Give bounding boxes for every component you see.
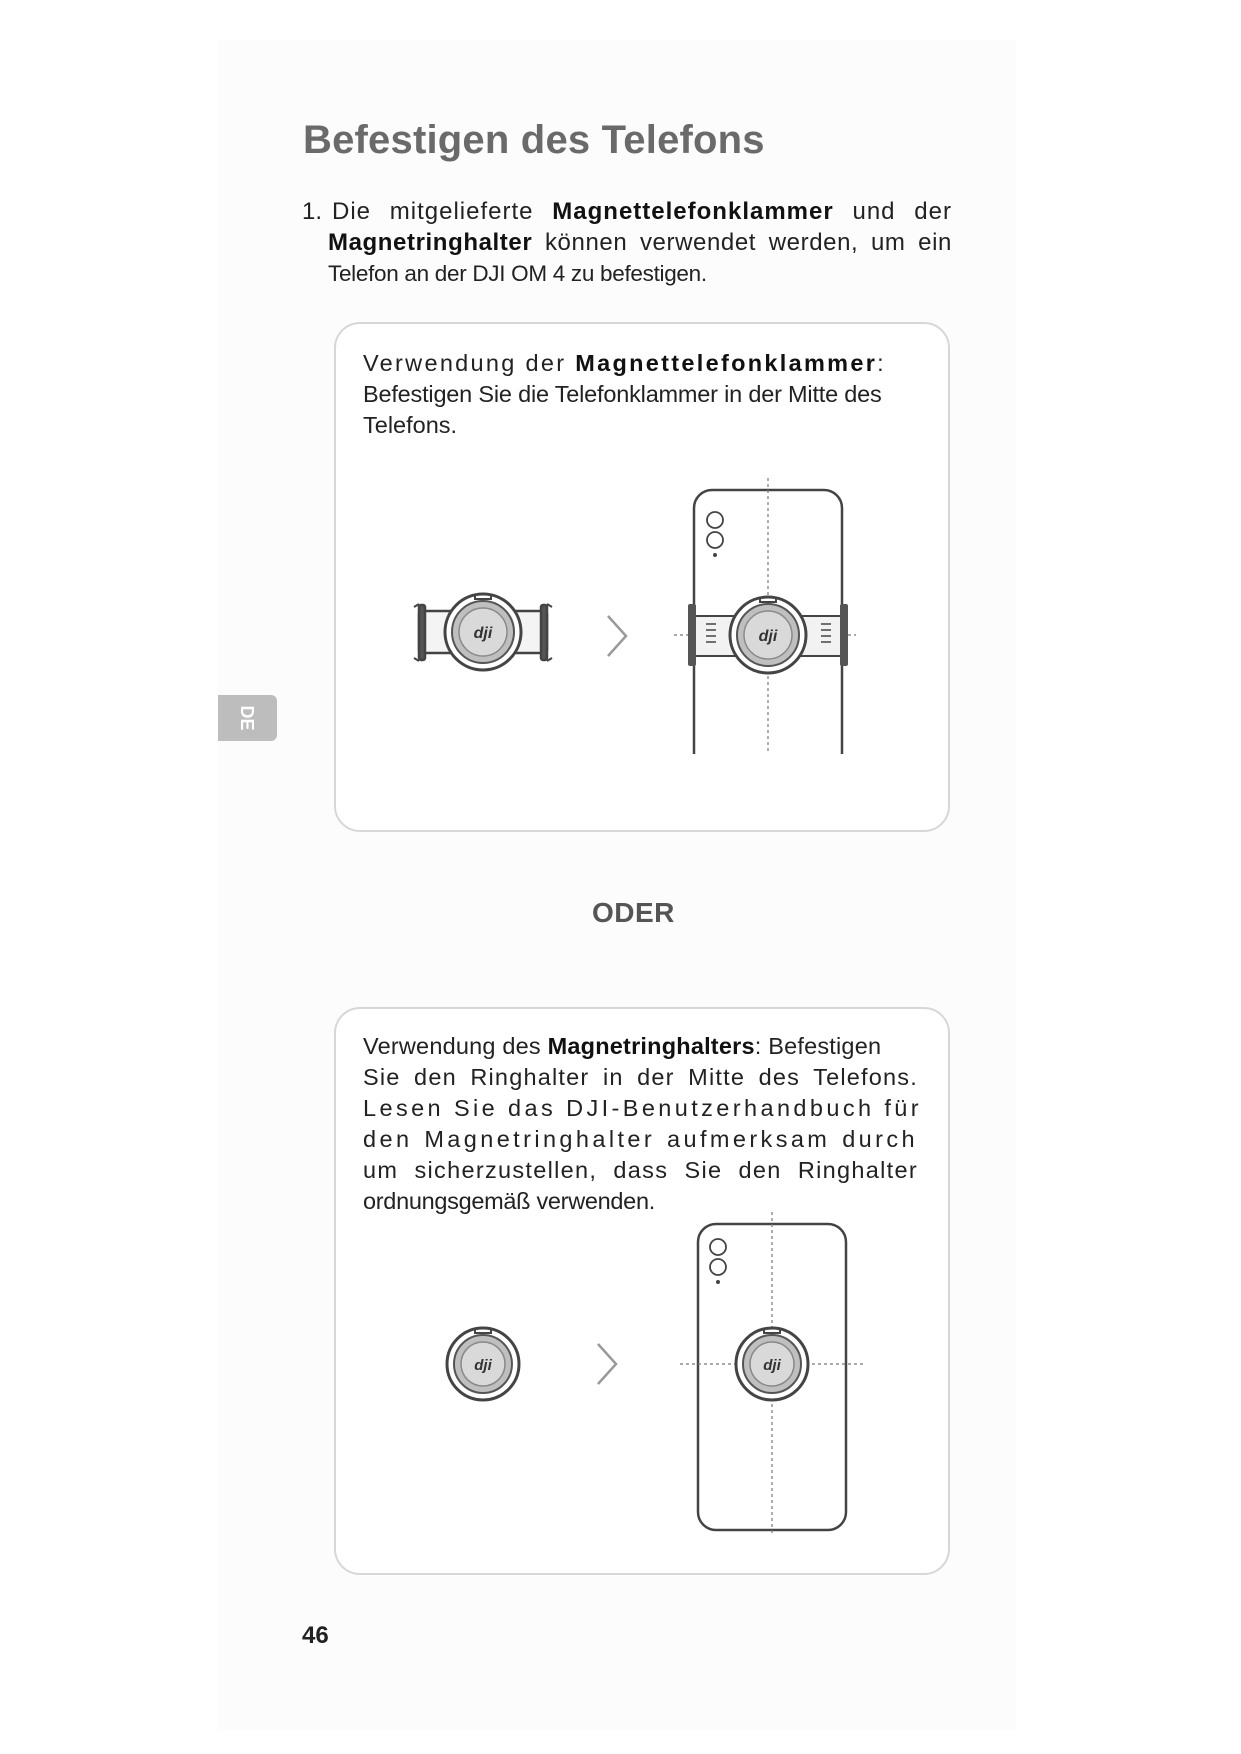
page-title: Befestigen des Telefons bbox=[303, 118, 765, 162]
step-number: 1. bbox=[302, 198, 323, 225]
ring-option-line-1: Verwendung des Magnetringhalters: Befestigen bbox=[363, 1033, 882, 1059]
dji-logo: dji bbox=[763, 1357, 781, 1374]
step-1-line-2: Magnetringhalter können verwendet werden, um ein bbox=[328, 229, 952, 256]
ring-option-text bbox=[363, 1031, 922, 1217]
ring-option-line-6: ordnungsgemäß verwenden. bbox=[363, 1188, 655, 1214]
ring-illustration bbox=[336, 1204, 948, 1534]
separator-or: ODER bbox=[592, 897, 675, 928]
chevron-right-icon bbox=[608, 616, 626, 656]
ring-option-line-5: um sicherzustellen, dass Sie den Ringhalter bbox=[363, 1157, 918, 1183]
language-tab bbox=[218, 695, 277, 741]
step-1 bbox=[302, 196, 952, 289]
term-ring-holder: Magnetringhalter bbox=[328, 229, 533, 256]
clamp-option-line-1: Verwendung der Magnettelefonklammer: bbox=[363, 350, 886, 376]
dji-logo: dji bbox=[758, 628, 778, 645]
clamp-option-box bbox=[334, 322, 950, 832]
ring-option-line-2: Sie den Ringhalter in der Mitte des Telefons. bbox=[363, 1064, 918, 1090]
clamp-option-line-2: Befestigen Sie die Telefonklammer in der Mitte des bbox=[363, 381, 882, 407]
step-1-line-3: Telefon an der DJI OM 4 zu befestigen. bbox=[328, 261, 707, 286]
step-1-line-1: Die mitgelieferte Magnettelefonklammer und der bbox=[332, 198, 952, 225]
term-magnet-clamp: Magnettelefonklammer bbox=[552, 198, 834, 225]
dji-logo: dji bbox=[473, 625, 493, 642]
clamp-option-text bbox=[363, 348, 918, 441]
ring-option-line-3: Lesen Sie das DJI-Benutzerhandbuch für bbox=[363, 1095, 922, 1121]
language-tab-label: DE bbox=[237, 705, 257, 731]
clamp-illustration bbox=[336, 454, 948, 754]
page-number: 46 bbox=[302, 1622, 329, 1649]
dji-logo: dji bbox=[474, 1357, 492, 1374]
clamp-option-line-3: Telefons. bbox=[363, 412, 458, 438]
chevron-right-icon bbox=[598, 1344, 616, 1384]
phone-with-clamp-image bbox=[674, 478, 856, 754]
ring-option-line-4: den Magnetringhalter aufmerksam durch bbox=[363, 1126, 918, 1152]
ring-option-box bbox=[334, 1007, 950, 1575]
